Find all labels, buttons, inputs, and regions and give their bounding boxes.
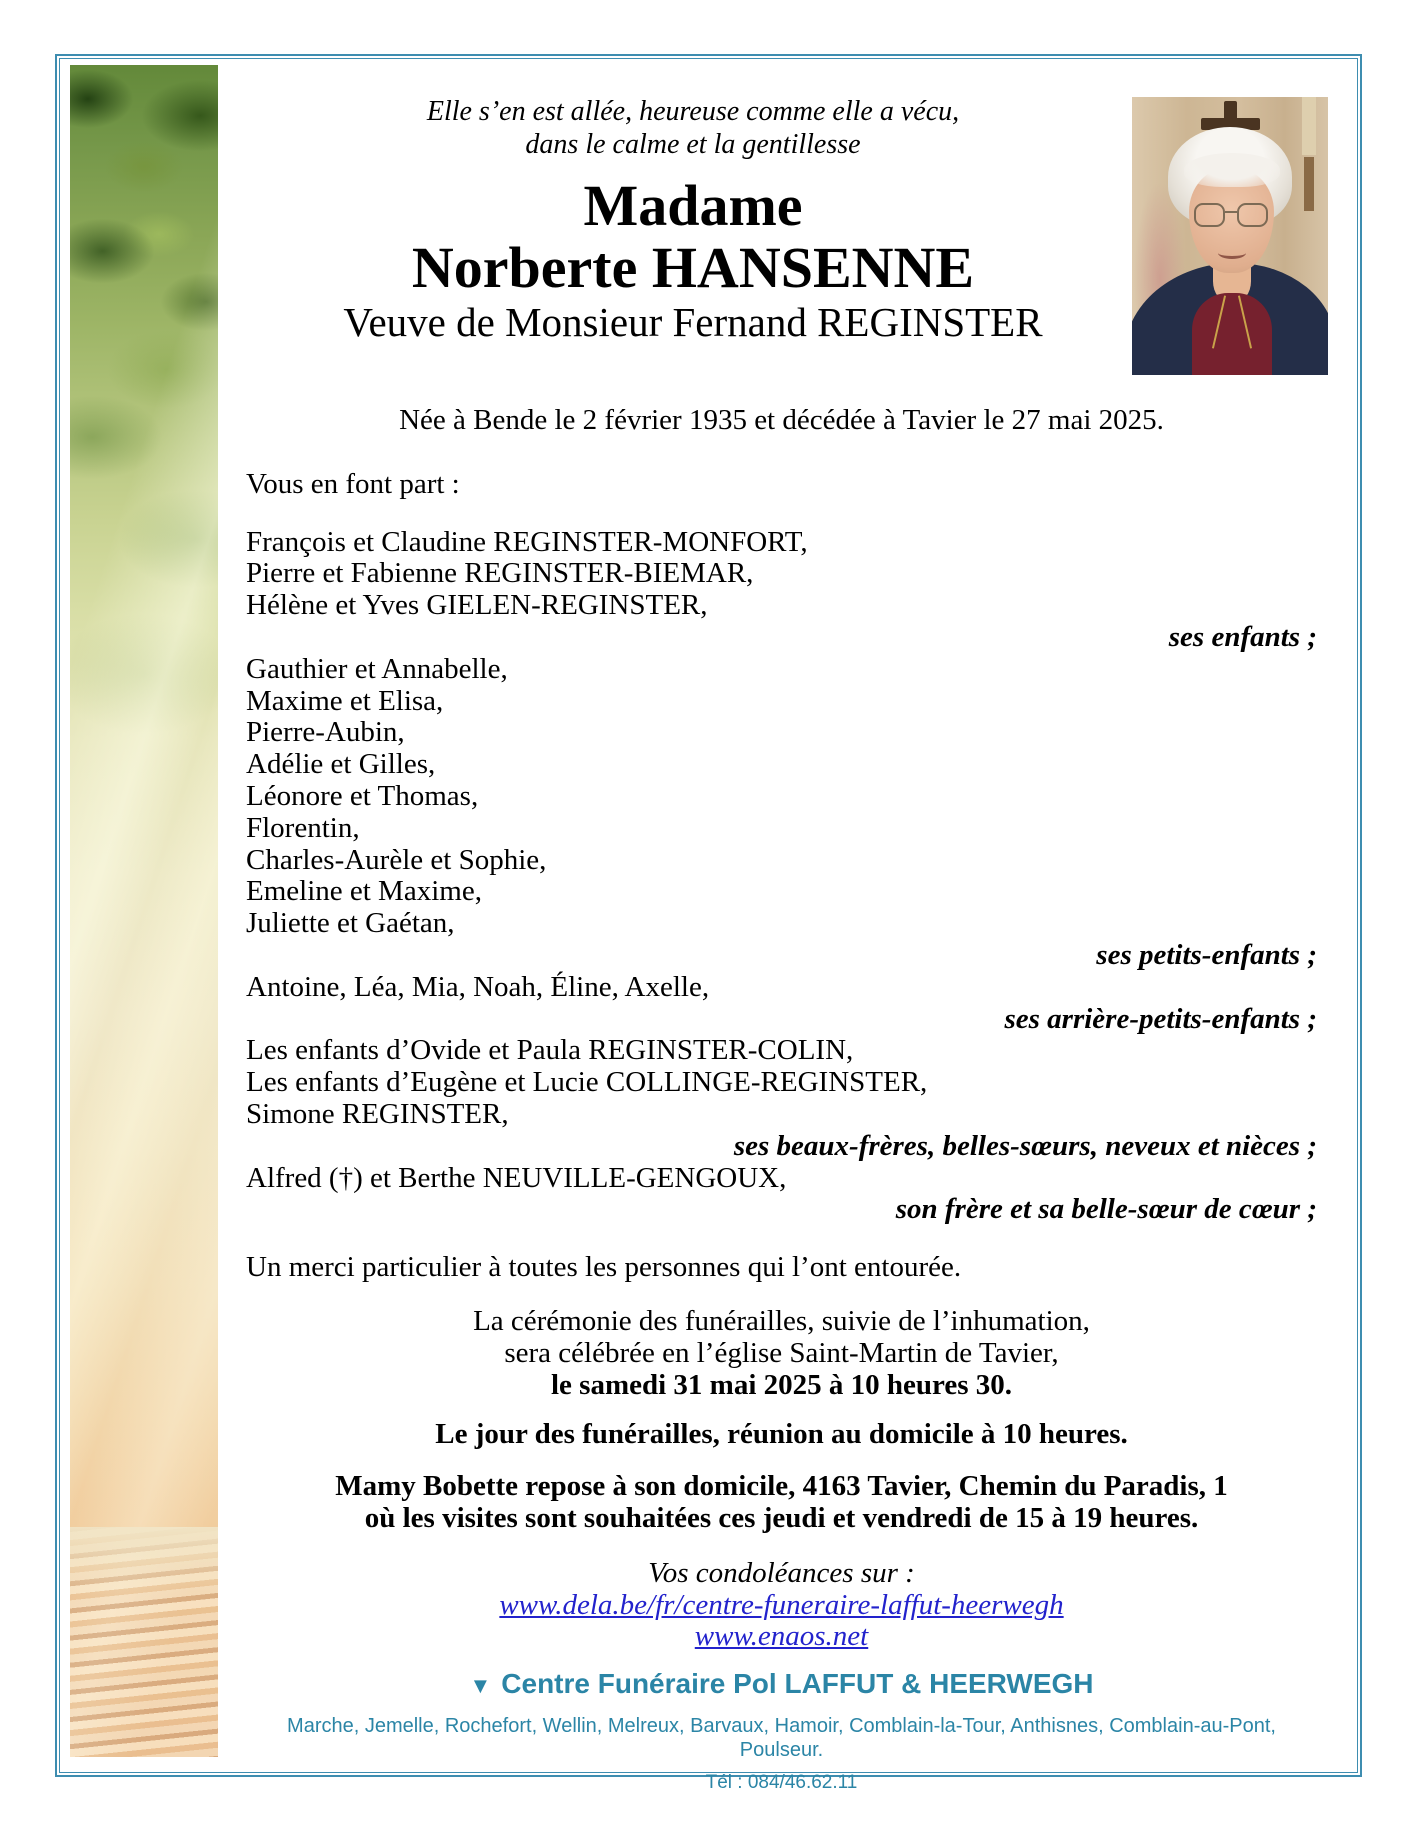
epigraph-line-2: dans le calme et la gentillesse [525,129,861,160]
grandchild-line: Léonore et Thomas, [246,779,479,812]
relatives-list [246,527,1317,1227]
announcement-text-column [246,0,1317,1794]
thanks-line: Un merci particulier à toutes les personnes qui l’ont entourée. [246,1251,962,1284]
extended-family-line: Les enfants d’Ovide et Paula REGINSTER-COLIN, [246,1034,854,1067]
child-line: François et Claudine REGINSTER-MONFORT, [246,525,808,558]
triangle-down-icon: ▼ [469,1673,492,1699]
child-line: Hélène et Yves GIELEN-REGINSTER, [246,589,708,622]
child-line: Pierre et Fabienne REGINSTER-BIEMAR, [246,557,754,590]
grandchild-line: Pierre-Aubin, [246,716,405,749]
epigraph-line-1: Elle s’en est allée, heureuse comme elle a vécu, [426,96,960,127]
announcement-intro: Vous en font part : [246,467,460,500]
extended-family-line: Simone REGINSTER, [246,1097,509,1130]
condolences-block [246,1558,1317,1653]
ceremony-line-2: sera célébrée en l’église Saint-Martin de Tavier, [504,1336,1059,1369]
ceremony-line-1: La cérémonie des funérailles, suivie de l’inhumation, [473,1304,1090,1337]
ceremony-block [246,1306,1317,1401]
ceremony-date-line: le samedi 31 mai 2025 à 10 heures 30. [550,1368,1013,1401]
great-grandchildren-label: ses arrière-petits-enfants ; [1004,1002,1317,1035]
condolences-label: Vos condoléances sur : [648,1556,915,1589]
repose-line-1: Mamy Bobette repose à son domicile, 4163 Tavier, Chemin du Paradis, 1 [335,1470,1228,1503]
grandchild-line: Charles-Aurèle et Sophie, [246,843,547,876]
condolences-link-enaos[interactable]: www.enaos.net [694,1620,869,1653]
grandchild-line: Juliette et Gaétan, [246,907,455,940]
repose-block [246,1471,1317,1535]
widow-line: Veuve de Monsieur Fernand REGINSTER [343,299,1043,345]
grandchild-line: Adélie et Gilles, [246,748,436,781]
children-label: ses enfants ; [1168,620,1317,653]
funeral-home-block [246,1669,1317,1794]
extended-family-label: ses beaux-frères, belles-sœurs, neveux et nièces ; [733,1129,1317,1162]
reunion-line: Le jour des funérailles, réunion au domicile à 10 heures. [435,1418,1128,1451]
grandchildren-label: ses petits-enfants ; [1096,938,1317,971]
repose-line-2: où les visites sont souhaitées ces jeudi et vendredi de 15 à 19 heures. [364,1501,1199,1534]
header-block [246,0,1140,345]
great-grandchildren-line: Antoine, Léa, Mia, Noah, Éline, Axelle, [246,970,710,1003]
funeral-home-name: Centre Funéraire Pol LAFFUT & HEERWEGH [501,1668,1094,1700]
forest-path-photo [70,65,218,1757]
condolences-link-dela[interactable]: www.dela.be/fr/centre-funeraire-laffut-heerwegh [499,1588,1064,1621]
funeral-home-phone: Tél : 084/46.62.11 [705,1772,858,1794]
life-dates: Née à Bende le 2 février 1935 et décédée à Tavier le 27 mai 2025. [399,404,1164,436]
sandy-path-texture [70,1527,218,1757]
sibling-label: son frère et sa belle-sœur de cœur ; [895,1193,1317,1226]
grandchild-line: Florentin, [246,811,360,844]
sibling-line: Alfred (†) et Berthe NEUVILLE-GENGOUX, [246,1161,787,1194]
grandchild-line: Emeline et Maxime, [246,875,482,908]
funeral-home-name-line [246,1669,1317,1701]
grandchild-line: Maxime et Elisa, [246,684,444,717]
deceased-title: Madame [583,173,803,238]
deceased-name: Norberte HANSENNE [411,235,975,300]
extended-family-line: Les enfants d’Eugène et Lucie COLLINGE-REGINSTER, [246,1066,928,1099]
funeral-home-locations: Marche, Jemelle, Rochefort, Wellin, Melreux, Barvaux, Hamoir, Comblain-la-Tour, Anthisnes, Comblain-au-Pont, Poulseur. [287,1715,1276,1762]
grandchild-line: Gauthier et Annabelle, [246,652,508,685]
sunray-texture [70,65,218,1757]
